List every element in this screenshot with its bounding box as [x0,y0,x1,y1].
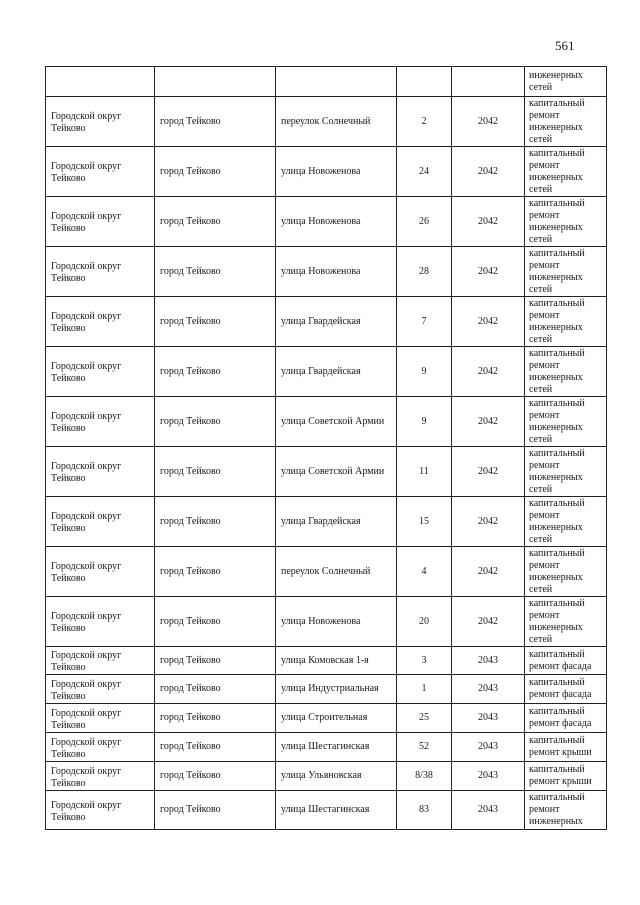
house-cell: 25 [397,704,452,733]
work-cell: капитальный ремонт инженерных сетей [525,497,607,547]
street-cell: улица Новоженова [276,597,397,647]
street-cell: улица Гвардейская [276,497,397,547]
district-cell: Городской округ Тейково [46,675,155,704]
table-row [46,733,607,762]
city-cell: город Тейково [155,762,276,791]
year-cell: 2042 [452,97,525,147]
work-cell: капитальный ремонт инженерных сетей [525,547,607,597]
work-cell: капитальный ремонт инженерных сетей [525,297,607,347]
year-cell: 2043 [452,762,525,791]
house-cell: 2 [397,97,452,147]
street-cell: улица Комовская 1-я [276,647,397,675]
house-cell: 24 [397,147,452,197]
work-cell: капитальный ремонт инженерных сетей [525,97,607,147]
district-cell: Городской округ Тейково [46,791,155,830]
year-cell: 2042 [452,497,525,547]
city-cell: город Тейково [155,397,276,447]
year-cell: 2042 [452,197,525,247]
district-cell [46,67,155,97]
work-cell: капитальный ремонт инженерных сетей [525,447,607,497]
table-row [46,647,607,675]
city-cell: город Тейково [155,733,276,762]
table-row [46,347,607,397]
table-row [46,97,607,147]
house-cell: 1 [397,675,452,704]
district-cell: Городской округ Тейково [46,447,155,497]
street-cell: улица Новоженова [276,147,397,197]
city-cell: город Тейково [155,447,276,497]
table-row [46,597,607,647]
year-cell: 2042 [452,447,525,497]
work-cell: капитальный ремонт фасада [525,647,607,675]
house-cell: 26 [397,197,452,247]
work-cell: капитальный ремонт крыши [525,762,607,791]
house-cell: 8/38 [397,762,452,791]
street-cell: переулок Солнечный [276,547,397,597]
street-cell: улица Ульяновская [276,762,397,791]
year-cell [452,67,525,97]
district-cell: Городской округ Тейково [46,762,155,791]
street-cell: улица Строительная [276,704,397,733]
house-cell: 83 [397,791,452,830]
city-cell [155,67,276,97]
house-cell: 52 [397,733,452,762]
year-cell: 2043 [452,647,525,675]
district-cell: Городской округ Тейково [46,597,155,647]
work-cell: инженерных сетей [525,67,607,97]
district-cell: Городской округ Тейково [46,297,155,347]
street-cell: улица Советской Армии [276,447,397,497]
house-cell: 4 [397,547,452,597]
district-cell: Городской округ Тейково [46,497,155,547]
table-row [46,547,607,597]
street-cell: улица Гвардейская [276,297,397,347]
street-cell: улица Индустриальная [276,675,397,704]
table-row [46,197,607,247]
year-cell: 2042 [452,597,525,647]
city-cell: город Тейково [155,791,276,830]
district-cell: Городской округ Тейково [46,347,155,397]
district-cell: Городской округ Тейково [46,397,155,447]
district-cell: Городской округ Тейково [46,704,155,733]
year-cell: 2042 [452,397,525,447]
city-cell: город Тейково [155,147,276,197]
house-cell: 11 [397,447,452,497]
district-cell: Городской округ Тейково [46,547,155,597]
house-cell: 15 [397,497,452,547]
work-cell: капитальный ремонт инженерных сетей [525,597,607,647]
year-cell: 2043 [452,704,525,733]
street-cell: улица Новоженова [276,247,397,297]
district-cell: Городской округ Тейково [46,647,155,675]
year-cell: 2042 [452,347,525,397]
city-cell: город Тейково [155,297,276,347]
year-cell: 2042 [452,547,525,597]
address-table [45,66,607,830]
work-cell: капитальный ремонт инженерных сетей [525,347,607,397]
street-cell: переулок Солнечный [276,97,397,147]
work-cell: капитальный ремонт инженерных сетей [525,147,607,197]
table-row [46,762,607,791]
work-cell: капитальный ремонт фасада [525,675,607,704]
house-cell: 7 [397,297,452,347]
house-cell: 9 [397,347,452,397]
table-row [46,704,607,733]
table-row [46,397,607,447]
city-cell: город Тейково [155,547,276,597]
city-cell: город Тейково [155,675,276,704]
table-row [46,675,607,704]
table-row [46,297,607,347]
city-cell: город Тейково [155,97,276,147]
year-cell: 2043 [452,791,525,830]
work-cell: капитальный ремонт инженерных сетей [525,397,607,447]
page-number: 561 [555,38,575,53]
district-cell: Городской округ Тейково [46,247,155,297]
table-row [46,791,607,830]
house-cell: 28 [397,247,452,297]
table-row-continued [46,67,607,97]
house-cell: 20 [397,597,452,647]
city-cell: город Тейково [155,497,276,547]
year-cell: 2042 [452,297,525,347]
street-cell: улица Шестагинская [276,733,397,762]
work-cell: капитальный ремонт фасада [525,704,607,733]
district-cell: Городской округ Тейково [46,197,155,247]
city-cell: город Тейково [155,197,276,247]
city-cell: город Тейково [155,597,276,647]
city-cell: город Тейково [155,247,276,297]
work-cell: капитальный ремонт крыши [525,733,607,762]
street-cell: улица Гвардейская [276,347,397,397]
table-row [46,247,607,297]
district-cell: Городской округ Тейково [46,147,155,197]
district-cell: Городской округ Тейково [46,733,155,762]
table-row [46,447,607,497]
street-cell: улица Шестагинская [276,791,397,830]
street-cell: улица Советской Армии [276,397,397,447]
city-cell: город Тейково [155,704,276,733]
house-cell: 3 [397,647,452,675]
city-cell: город Тейково [155,347,276,397]
work-cell: капитальный ремонт инженерных сетей [525,197,607,247]
work-cell: капитальный ремонт инженерных сетей [525,247,607,297]
house-cell [397,67,452,97]
street-cell [276,67,397,97]
city-cell: город Тейково [155,647,276,675]
year-cell: 2043 [452,675,525,704]
work-cell: капитальный ремонт инженерных [525,791,607,830]
table-row [46,497,607,547]
year-cell: 2042 [452,247,525,297]
year-cell: 2043 [452,733,525,762]
table-row [46,147,607,197]
street-cell: улица Новоженова [276,197,397,247]
house-cell: 9 [397,397,452,447]
district-cell: Городской округ Тейково [46,97,155,147]
year-cell: 2042 [452,147,525,197]
